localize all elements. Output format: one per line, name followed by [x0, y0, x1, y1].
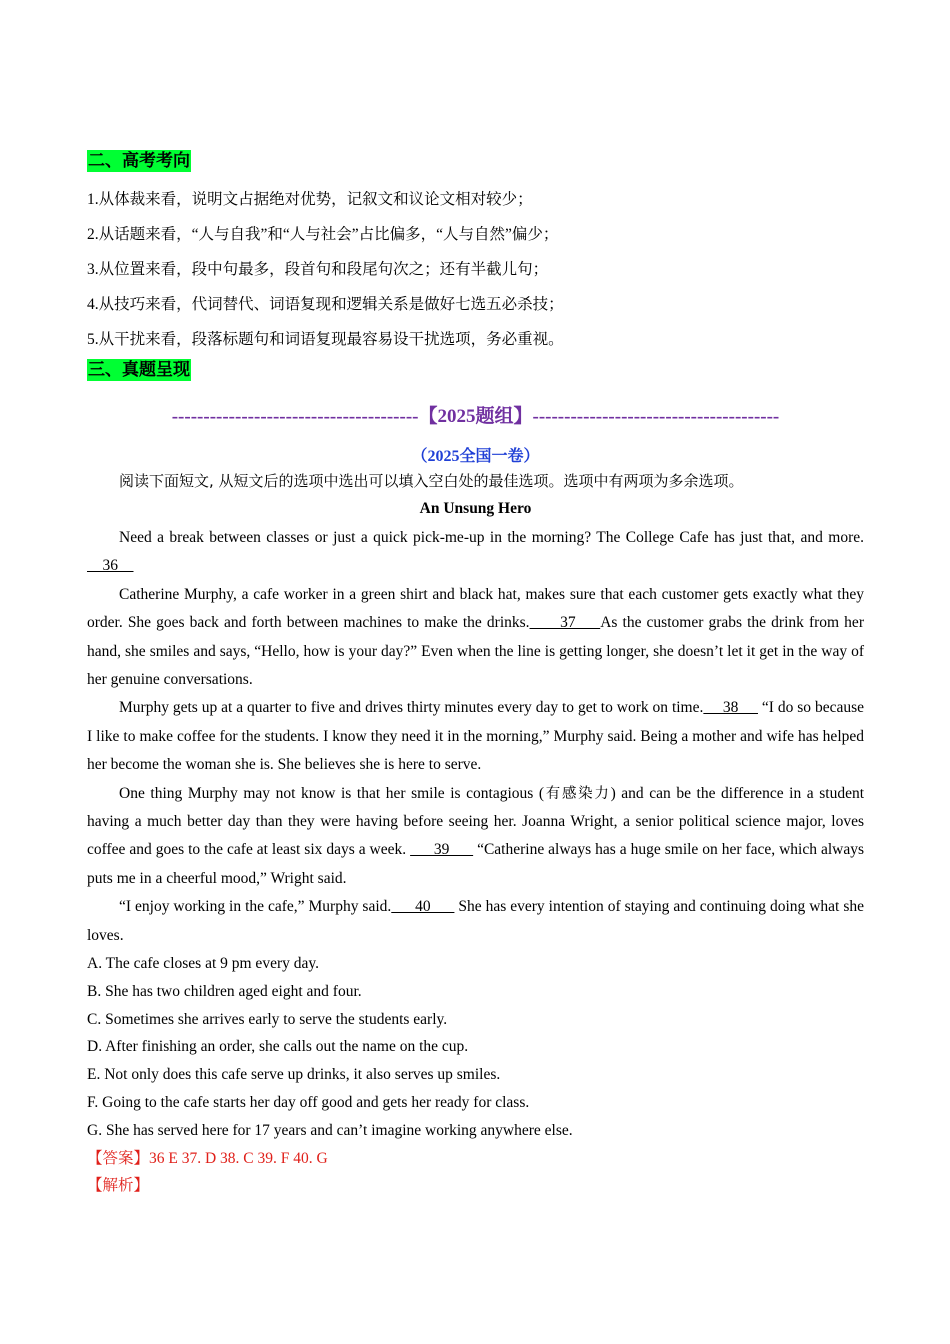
point-5: 5.从干扰来看，段落标题句和词语复现最容易设干扰选项，务必重视。: [87, 331, 564, 348]
analysis-label: 【解析】: [87, 1177, 150, 1195]
exam-label: （2025全国一卷）: [411, 448, 540, 465]
option-a: A. The cafe closes at 9 pm every day.: [87, 955, 319, 973]
option-g: G. She has served here for 17 years and can’t imagine working anywhere else.: [87, 1121, 573, 1139]
point-2: 2.从话题来看，“人与自我”和“人与社会”占比偏多，“人与自然”偏少；: [87, 226, 559, 243]
section2-heading: 二、高考考向: [88, 151, 190, 170]
paragraph-4: One thing Murphy may not know is that her smile is contagious (有感染力) and can be the difference in a student having a much better day than they were having before seeing her. Joanna Wright, a senior political science major, loves coffee and goes to the cafe at least six days a week. 39 “Catherine always has a huge smile on her face, which always puts me in a cheerful mood,” Wright said.: [87, 784, 865, 887]
option-c: C. Sometimes she arrives early to serve the students early.: [87, 1010, 448, 1028]
blank-36: 36: [87, 557, 134, 575]
answer-text: 36 E 37. D 38. C 39. F 40. G: [149, 1149, 328, 1167]
paragraph-5: “I enjoy working in the cafe,” Murphy said. 40 She has every intention of staying and continuing doing what she loves.: [87, 898, 864, 944]
section2-heading-row: [87, 150, 864, 182]
option-f: F. Going to the cafe starts her day off good and gets her ready for class.: [87, 1094, 530, 1112]
point-3: 3.从位置来看，段中句最多，段首句和段尾句次之；还有半截儿句；: [87, 261, 549, 278]
option-b: B. She has two children aged eight and four.: [87, 982, 362, 1000]
blank-40: 40: [391, 898, 455, 916]
group-title: ---------------------------------------【2025题组】---------------------------------------: [171, 406, 780, 427]
option-e: E. Not only does this cafe serve up drinks, it also serves up smiles.: [87, 1066, 501, 1084]
point-1: 1.从体裁来看，说明文占据绝对优势，记叙文和议论文相对较少；: [87, 191, 533, 208]
option-d: D. After finishing an order, she calls out the name on the cup.: [87, 1038, 469, 1056]
document-page: [87, 150, 864, 1200]
instruction: 阅读下面短文, 从短文后的选项中选出可以填入空白处的最佳选项。选项中有两项为多余选项。: [119, 472, 744, 490]
answer-label: 【答案】: [87, 1149, 150, 1167]
blank-39: 39: [410, 841, 474, 859]
paragraph-1: Need a break between classes or just a quick pick-me-up in the morning? The College Cafe has just that, and more. 36: [87, 529, 864, 575]
answer-line: [87, 1145, 864, 1173]
point-4: 4.从技巧来看，代词替代、词语复现和逻辑关系是做好七选五必杀技；: [87, 296, 564, 313]
section3-heading-row: [87, 359, 864, 391]
paragraph-2: Catherine Murphy, a cafe worker in a green shirt and black hat, makes sure that each customer gets exactly what they order. She goes back and forth between machines to make the drinks. 37 As the customer grabs the drink from her hand, she smiles and says, “Hello, how is your day?” Even when the line is getting longer, she doesn’t let it get in the way of her genuine conversations.: [87, 585, 864, 689]
paragraph-3: Murphy gets up at a quarter to five and drives thirty minutes every day to get to work on time. 38 “I do so because I like to make coffee for the students. I know they need it in the morning,” Murphy said. Being a mother and wife has helped her become the woman she is. She believes she is here to serve.: [87, 699, 865, 774]
section3-heading: 三、真题呈现: [88, 360, 190, 379]
passage-title: An Unsung Hero: [419, 500, 532, 517]
blank-38: 38: [703, 699, 758, 717]
blank-37: 37: [529, 614, 601, 632]
